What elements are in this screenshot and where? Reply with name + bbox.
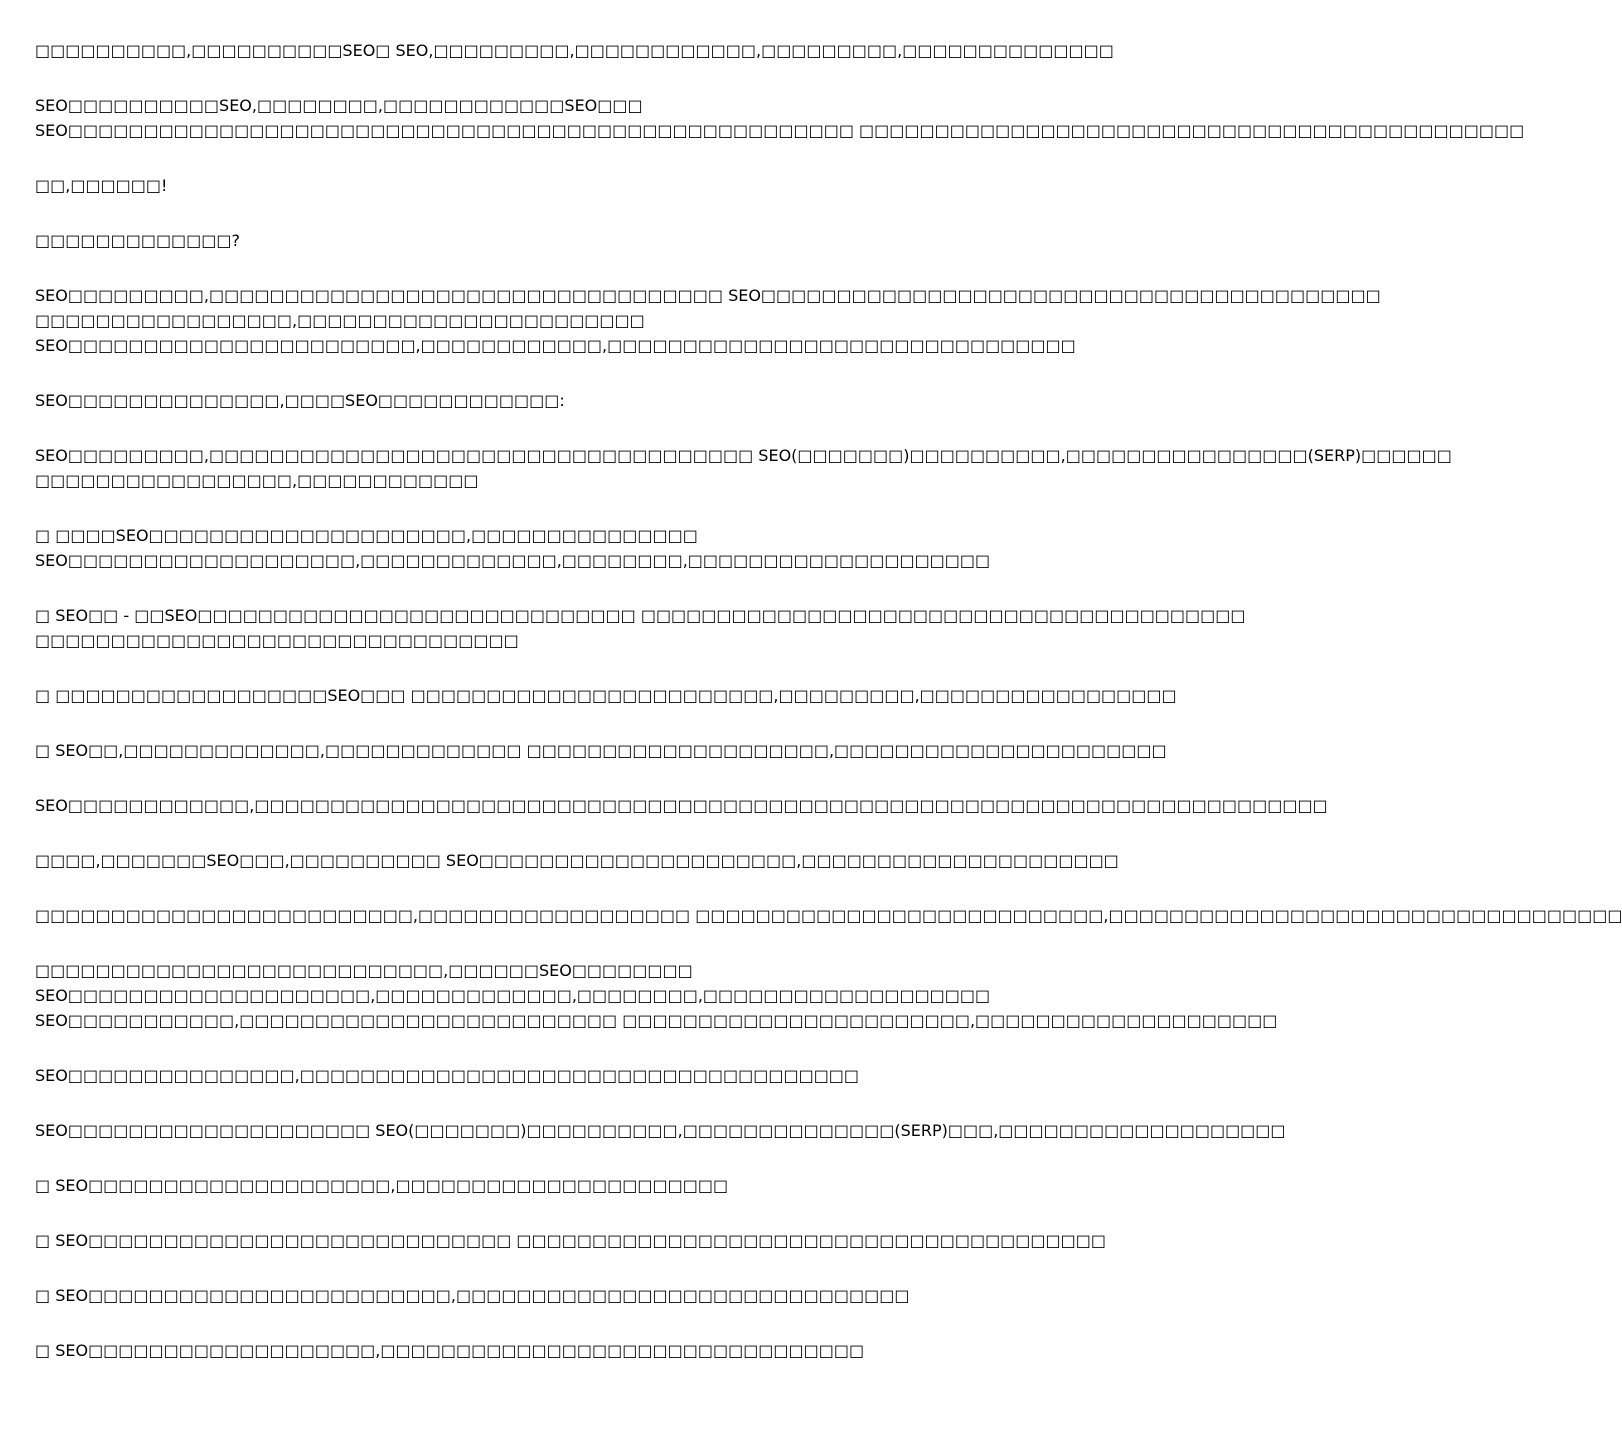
text-line: □□□□□□□□□□□□□□□□□□□□□□□□□□□□□□□□ [35, 631, 519, 650]
paragraph [35, 283, 1381, 358]
text-line: □□□□□□□□□□□□□□□□□□□□□□□□□,□□□□□□□□□□□□□□□□□□ □□□□□□□□□□□□□□□□□□□□□□□□□□□,□□□□□□□□□□□□□□□□□□□□□□□□□□□□□□□□□□ [35, 906, 1622, 925]
text-line: SEO□□□□□□□□□,□□□□□□□□□□□□□□□□□□□□□□□□□□□□□□□□□□□□ SEO(□□□□□□□)□□□□□□□□□□,□□□□□□□□□□□□□□□□(SERP)□□□□□□ [35, 446, 1452, 465]
paragraph [35, 903, 1622, 928]
paragraph [35, 1338, 995, 1363]
text-line: □ SEO□□,□□□□□□□□□□□□□,□□□□□□□□□□□□□ □□□□□□□□□□□□□□□□□□□□,□□□□□□□□□□□□□□□□□□□□□□ [35, 741, 1167, 760]
paragraph [35, 1283, 995, 1308]
paragraph [35, 848, 1119, 873]
paragraph [35, 1118, 1286, 1143]
paragraph [35, 173, 995, 198]
text-line: □□□□,□□□□□□□SEO□□□,□□□□□□□□□□ SEO□□□□□□□□□□□□□□□□□□□□□,□□□□□□□□□□□□□□□□□□□□□ [35, 851, 1119, 870]
paragraph [35, 38, 1114, 63]
text-line: □ □□□□□□□□□□□□□□□□□□SEO□□□ □□□□□□□□□□□□□□□□□□□□□□□□,□□□□□□□□□,□□□□□□□□□□□□□□□□□ [35, 686, 1177, 705]
text-line: □□□□□□□□□□□□□? [35, 231, 241, 250]
text-line: □ SEO□□ - □□SEO□□□□□□□□□□□□□□□□□□□□□□□□□□□□□ □□□□□□□□□□□□□□□□□□□□□□□□□□□□□□□□□□□□□□□□ [35, 606, 1246, 625]
text-line: □ SEO□□□□□□□□□□□□□□□□□□□□□□□□□□□□ □□□□□□□□□□□□□□□□□□□□□□□□□□□□□□□□□□□□□□□ [35, 1231, 1106, 1250]
text-line: SEO□□□□□□□□□□□,□□□□□□□□□□□□□□□□□□□□□□□□□ □□□□□□□□□□□□□□□□□□□□□□□,□□□□□□□□□□□□□□□□□□□□ [35, 1011, 1278, 1030]
paragraph [35, 1173, 995, 1198]
text-line: □□□□□□□□□□,□□□□□□□□□□SEO□ SEO,□□□□□□□□□,□□□□□□□□□□□□,□□□□□□□□□,□□□□□□□□□□□□□□ [35, 41, 1114, 60]
paragraph [35, 958, 1278, 1033]
paragraph [35, 603, 1246, 653]
paragraph [35, 1228, 1106, 1253]
text-line: □□□□□□□□□□□□□□□□□□□□□□□□□□□,□□□□□□SEO□□□□□□□□ [35, 961, 693, 980]
text-line: SEO□□□□□□□□□□□□□□□,□□□□□□□□□□□□□□□□□□□□□□□□□□□□□□□□□□□□□ [35, 1066, 860, 1085]
paragraph [35, 523, 995, 573]
paragraph [35, 793, 1328, 818]
text-line: SEO□□□□□□□□□□□□□□□□□□□□□□□,□□□□□□□□□□□□,□□□□□□□□□□□□□□□□□□□□□□□□□□□□□□□ [35, 336, 1076, 355]
paragraph [35, 738, 1167, 763]
paragraph [35, 93, 1525, 143]
text-line: □ SEO□□□□□□□□□□□□□□□□□□□,□□□□□□□□□□□□□□□□□□□□□□□□□□□□□□□□ [35, 1341, 865, 1360]
text-line: SEO□□□□□□□□□□□□□□□□□□□□ SEO(□□□□□□□)□□□□□□□□□□,□□□□□□□□□□□□□□(SERP)□□□,□□□□□□□□□□□□□□□□□□□ [35, 1121, 1286, 1140]
paragraph [35, 683, 1177, 708]
text-line: SEO□□□□□□□□□□□□□□□□□□□□□□□□□□□□□□□□□□□□□□□□□□□□□□□□□□□□ □□□□□□□□□□□□□□□□□□□□□□□□□□□□□□□□□□□□□□□□□□□□ [35, 121, 1525, 140]
text-line: SEO□□□□□□□□□□□□,□□□□□□□□□□□□□□□□□□□□□□□□□□□□□□□□□□□□□□□□□□□□□□□□□□□□□□□□□□□□□□□□□□□□□□□ [35, 796, 1328, 815]
text-line: SEO□□□□□□□□□□□□□□□□□□□□,□□□□□□□□□□□□□,□□□□□□□□,□□□□□□□□□□□□□□□□□□□ [35, 986, 991, 1005]
text-line: □□□□□□□□□□□□□□□□□,□□□□□□□□□□□□□□□□□□□□□□□ [35, 311, 645, 330]
text-line: □□,□□□□□□! [35, 176, 168, 195]
text-line: □ SEO□□□□□□□□□□□□□□□□□□□□,□□□□□□□□□□□□□□□□□□□□□□ [35, 1176, 729, 1195]
paragraph [35, 388, 995, 413]
text-line: SEO□□□□□□□□□□SEO,□□□□□□□□,□□□□□□□□□□□□SEO□□□ [35, 96, 643, 115]
text-line: SEO□□□□□□□□□,□□□□□□□□□□□□□□□□□□□□□□□□□□□□□□□□□□ SEO□□□□□□□□□□□□□□□□□□□□□□□□□□□□□□□□□□□□□□□□□ [35, 286, 1381, 305]
paragraph [35, 1063, 995, 1088]
document-page [35, 38, 1622, 1393]
text-line: □□□□□□□□□□□□□□□□□,□□□□□□□□□□□□ [35, 471, 479, 490]
text-line: SEO□□□□□□□□□□□□□□,□□□□SEO□□□□□□□□□□□□: [35, 391, 565, 410]
paragraph [35, 443, 1452, 493]
paragraph [35, 228, 995, 253]
text-line: SEO□□□□□□□□□□□□□□□□□□□,□□□□□□□□□□□□□,□□□□□□□□,□□□□□□□□□□□□□□□□□□□□ [35, 551, 991, 570]
text-line: □ SEO□□□□□□□□□□□□□□□□□□□□□□□□,□□□□□□□□□□□□□□□□□□□□□□□□□□□□□□ [35, 1286, 910, 1305]
text-line: □ □□□□SEO□□□□□□□□□□□□□□□□□□□□□,□□□□□□□□□□□□□□□ [35, 526, 698, 545]
